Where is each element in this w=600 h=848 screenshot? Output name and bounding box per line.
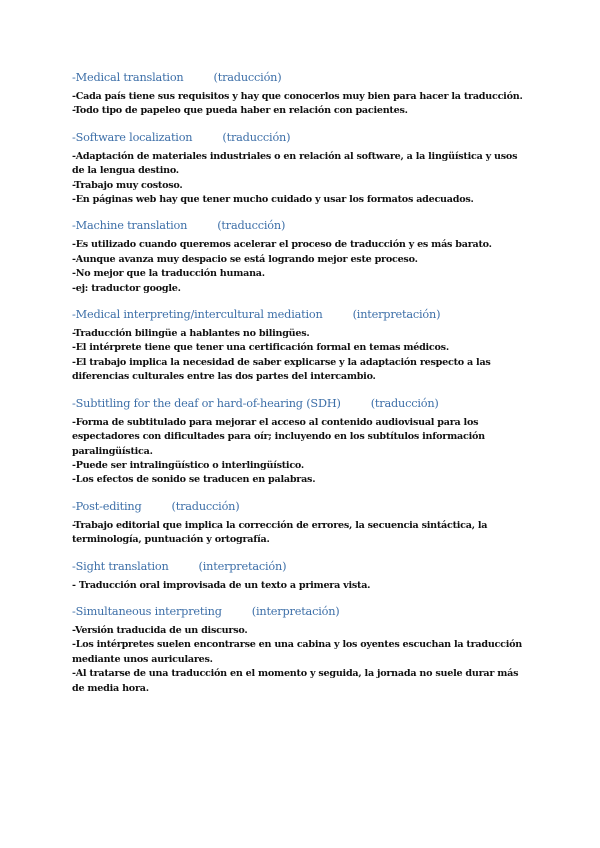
bullet-line: -Todo tipo de papeleo que pueda haber en relación con pacientes.: [72, 105, 408, 117]
bullet-line: -Los efectos de sonido se traducen en palabras.: [72, 474, 316, 486]
section-heading: [72, 307, 528, 323]
section-title: -Simultaneous interpreting: [72, 604, 222, 618]
section-title: -Sight translation: [72, 559, 169, 573]
section-medical-interpreting: [72, 307, 528, 385]
section-heading: [72, 70, 528, 86]
bullet-line: -El intérprete tiene que tener una certificación formal en temas médicos.: [72, 342, 449, 354]
bullet-line: -No mejor que la traducción humana.: [72, 268, 265, 280]
section-title: -Medical interpreting/intercultural mediation: [72, 308, 323, 322]
section-heading: [72, 130, 528, 146]
bullet-line: -ej: traductor google.: [72, 282, 181, 294]
section-heading: [72, 559, 528, 575]
bullet-line: -Trabajo editorial que implica la corrección de errores, la secuencia sintáctica, la terminología, puntuación y ortografía.: [72, 519, 488, 546]
section-heading: [72, 499, 528, 515]
bullet-line: -Puede ser intralingüístico o interlingüístico.: [72, 459, 304, 471]
section-sight-translation: [72, 559, 528, 593]
bullet-line: -Trabajo muy costoso.: [72, 179, 183, 191]
bullet-line: -El trabajo implica la necesidad de saber explicarse y la adaptación respecto a las diferencias culturales entre las dos partes del intercambio.: [72, 356, 491, 383]
section-simultaneous-interpreting: [72, 604, 528, 696]
section-tag: (interpretación): [251, 604, 340, 618]
section-heading: [72, 218, 528, 234]
section-title: -Post-editing: [72, 499, 142, 513]
section-medical-translation: [72, 70, 528, 119]
section-post-editing: [72, 499, 528, 548]
section-title: -Software localization: [72, 130, 193, 144]
bullet-line: -Los intérpretes suelen encontrarse en una cabina y los oyentes escuchan la traducción mediante unos auriculares.: [72, 639, 523, 665]
section-tag: (traducción): [213, 71, 282, 84]
section-heading: [72, 604, 528, 620]
section-software-localization: [72, 130, 528, 208]
section-title: -Subtitling for the deaf or hard-of-hearing (SDH): [72, 396, 341, 410]
bullet-line: -Es utilizado cuando queremos acelerar el proceso de traducción y es más barato.: [72, 239, 492, 251]
bullet-line: -Traducción bilingüe a hablantes no bilingües.: [72, 328, 310, 340]
bullet-line: -Versión traducida de un discurso.: [72, 624, 248, 636]
section-tag: (traducción): [370, 396, 439, 410]
section-tag: (interpretación): [198, 559, 287, 573]
section-title: -Machine translation: [72, 219, 188, 233]
bullet-line: -Adaptación de materiales industriales o en relación al software, a la lingüística y usos de la lengua destino.: [72, 150, 518, 177]
section-tag: (traducción): [222, 130, 291, 144]
section-tag: (interpretación): [352, 308, 441, 322]
bullet-line: -Al tratarse de una traducción en el momento y seguida, la jornada no suele durar más de media hora.: [72, 668, 519, 694]
document-body: [72, 70, 528, 707]
bullet-line: -Cada país tiene sus requisitos y hay que conocerlos muy bien para hacer la traducción.: [72, 91, 523, 102]
bullet-line: -En páginas web hay que tener mucho cuidado y usar los formatos adecuados.: [72, 194, 474, 206]
bullet-line: -Forma de subtitulado para mejorar el acceso al contenido audiovisual para los espectadores con dificultades para oír; incluyendo en los subtítulos información paralingüística.: [72, 416, 485, 457]
bullet-line: - Traducción oral improvisada de un texto a primera vista.: [72, 579, 371, 591]
section-tag: (traducción): [171, 499, 240, 513]
section-tag: (traducción): [217, 219, 286, 233]
section-heading: [72, 396, 528, 412]
section-title: -Medical translation: [72, 71, 184, 84]
section-subtitling-sdh: [72, 396, 528, 488]
section-machine-translation: [72, 218, 528, 296]
bullet-line: -Aunque avanza muy despacio se está logrando mejor este proceso.: [72, 253, 418, 265]
